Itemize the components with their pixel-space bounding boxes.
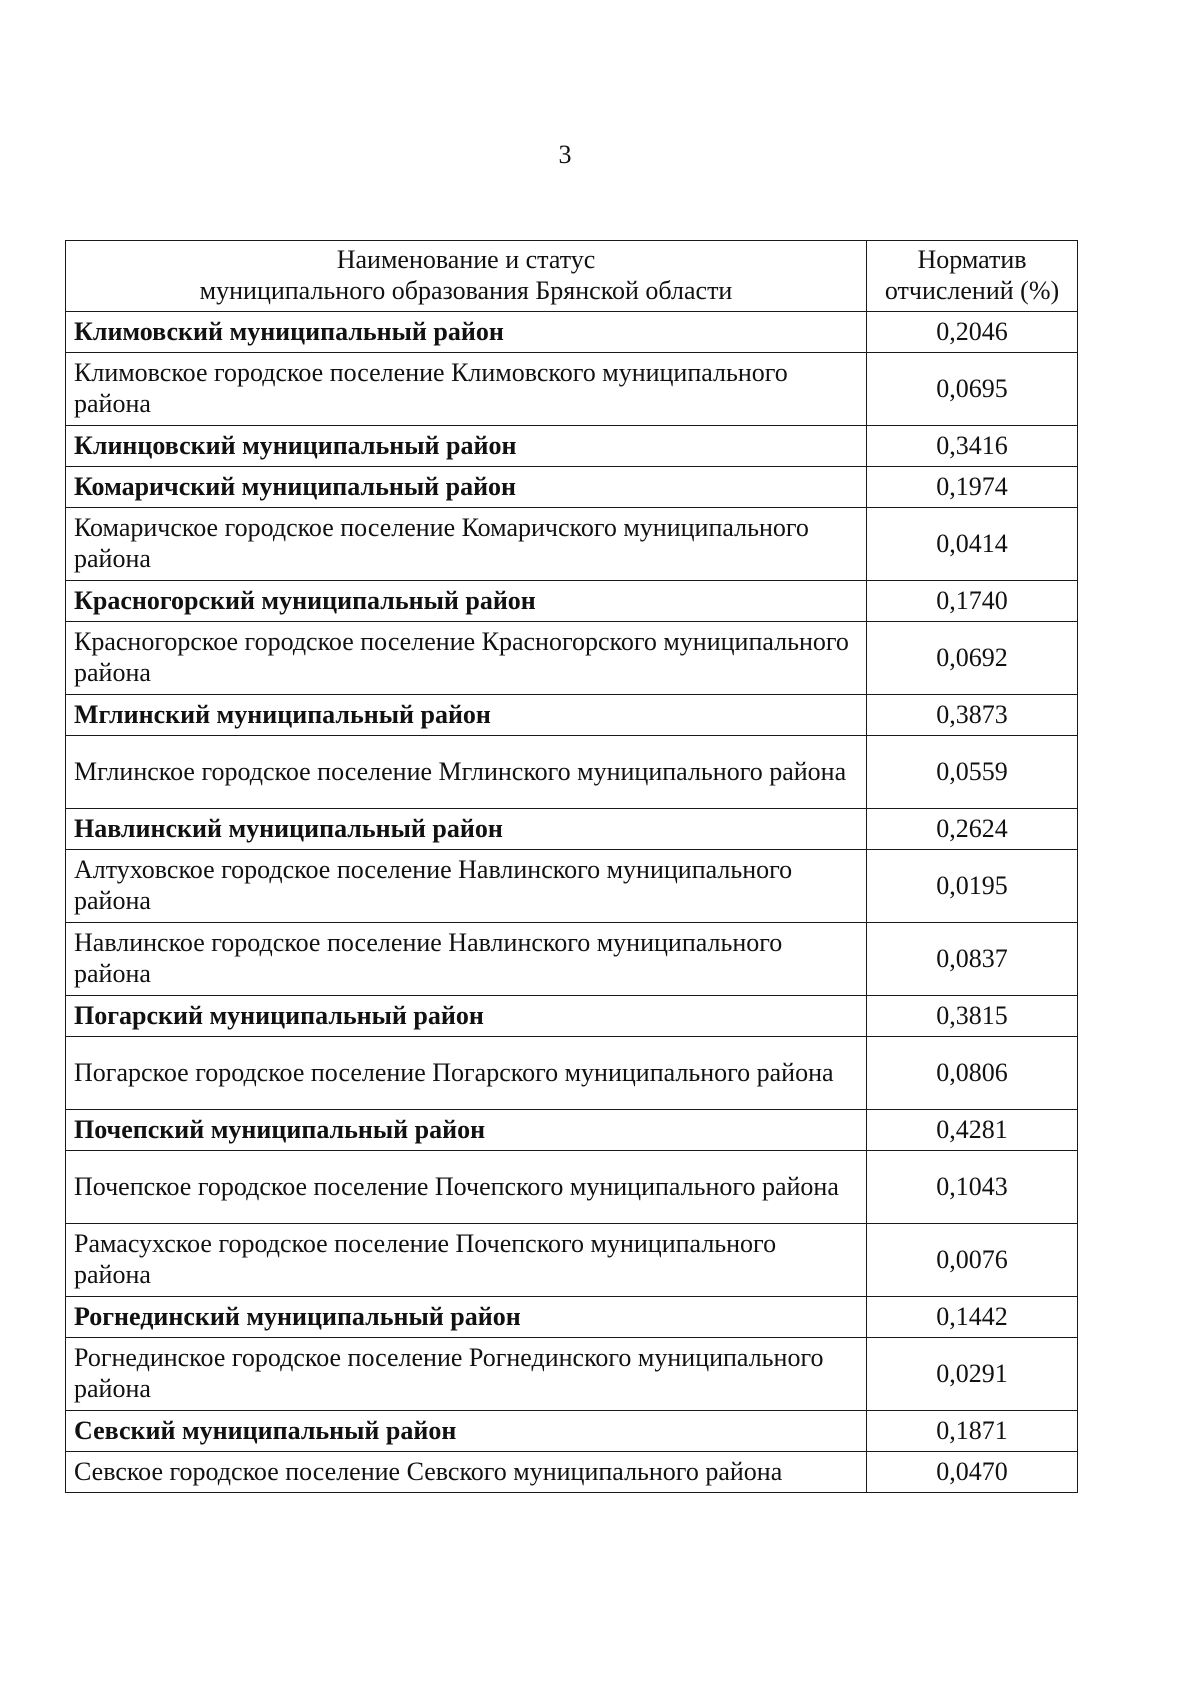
municipality-name: Почепский муниципальный район	[66, 1110, 867, 1151]
deduction-norm: 0,3815	[867, 996, 1078, 1037]
deduction-norm: 0,0195	[867, 850, 1078, 923]
deduction-norm: 0,0076	[867, 1224, 1078, 1297]
table-row	[66, 581, 1078, 622]
municipality-name: Рамасухское городское поселение Почепского муниципального района	[66, 1224, 867, 1297]
header-municipality-name	[66, 241, 867, 312]
municipality-name: Погарское городское поселение Погарского муниципального района	[66, 1037, 867, 1110]
municipality-name: Мглинское городское поселение Мглинского муниципального района	[66, 736, 867, 809]
table-row	[66, 850, 1078, 923]
header-name-line2: муниципального образования Брянской области	[199, 276, 733, 305]
table-row	[66, 353, 1078, 426]
table-row	[66, 426, 1078, 467]
table-row	[66, 622, 1078, 695]
header-deduction-norm	[867, 241, 1078, 312]
deduction-norm: 0,3873	[867, 695, 1078, 736]
deduction-norm: 0,0695	[867, 353, 1078, 426]
municipality-name: Почепское городское поселение Почепского муниципального района	[66, 1151, 867, 1224]
table-header-row	[66, 241, 1078, 312]
deduction-norm: 0,1442	[867, 1297, 1078, 1338]
header-value-line2: отчислений (%)	[884, 276, 1060, 305]
municipality-name: Навлинское городское поселение Навлинского муниципального района	[66, 923, 867, 996]
table-row	[66, 1037, 1078, 1110]
municipality-name: Рогнединское городское поселение Рогнединского муниципального района	[66, 1338, 867, 1411]
deduction-norm: 0,0806	[867, 1037, 1078, 1110]
table-row	[66, 1338, 1078, 1411]
municipality-name: Комаричское городское поселение Комаричского муниципального района	[66, 508, 867, 581]
deduction-norm: 0,1871	[867, 1411, 1078, 1452]
deduction-norm: 0,1740	[867, 581, 1078, 622]
municipality-name: Красногорское городское поселение Красногорского муниципального района	[66, 622, 867, 695]
deduction-norm: 0,2046	[867, 312, 1078, 353]
page-number: 3	[558, 140, 572, 169]
municipality-name: Навлинский муниципальный район	[66, 809, 867, 850]
deduction-norm: 0,1974	[867, 467, 1078, 508]
municipality-name: Клинцовский муниципальный район	[66, 426, 867, 467]
header-name-line1: Наименование и статус	[336, 245, 596, 274]
table-row	[66, 1224, 1078, 1297]
table-row	[66, 695, 1078, 736]
table-row	[66, 1297, 1078, 1338]
municipality-name: Погарский муниципальный район	[66, 996, 867, 1037]
table-row	[66, 996, 1078, 1037]
table-row	[66, 1151, 1078, 1224]
deduction-norm: 0,2624	[867, 809, 1078, 850]
table-row	[66, 1452, 1078, 1493]
deduction-norm: 0,0837	[867, 923, 1078, 996]
deduction-norm: 0,0559	[867, 736, 1078, 809]
municipality-name: Климовское городское поселение Климовского муниципального района	[66, 353, 867, 426]
deduction-norm: 0,4281	[867, 1110, 1078, 1151]
municipality-name: Севский муниципальный район	[66, 1411, 867, 1452]
deduction-norm: 0,0414	[867, 508, 1078, 581]
table-row	[66, 1411, 1078, 1452]
municipality-name: Рогнединский муниципальный район	[66, 1297, 867, 1338]
deduction-norm: 0,0291	[867, 1338, 1078, 1411]
deduction-norm: 0,1043	[867, 1151, 1078, 1224]
municipality-name: Комаричский муниципальный район	[66, 467, 867, 508]
deduction-norm: 0,0692	[867, 622, 1078, 695]
municipality-name: Севское городское поселение Севского муниципального района	[66, 1452, 867, 1493]
municipality-name: Красногорский муниципальный район	[66, 581, 867, 622]
deduction-norm: 0,3416	[867, 426, 1078, 467]
municipality-name: Мглинский муниципальный район	[66, 695, 867, 736]
header-value-line1: Норматив	[917, 245, 1027, 274]
deduction-norm: 0,0470	[867, 1452, 1078, 1493]
table-row	[66, 923, 1078, 996]
deduction-norms-table	[65, 240, 1078, 1493]
table-row	[66, 312, 1078, 353]
municipality-name: Алтуховское городское поселение Навлинского муниципального района	[66, 850, 867, 923]
table-row	[66, 508, 1078, 581]
municipality-name: Климовский муниципальный район	[66, 312, 867, 353]
table-row	[66, 736, 1078, 809]
table-row	[66, 467, 1078, 508]
table-row	[66, 809, 1078, 850]
table-row	[66, 1110, 1078, 1151]
